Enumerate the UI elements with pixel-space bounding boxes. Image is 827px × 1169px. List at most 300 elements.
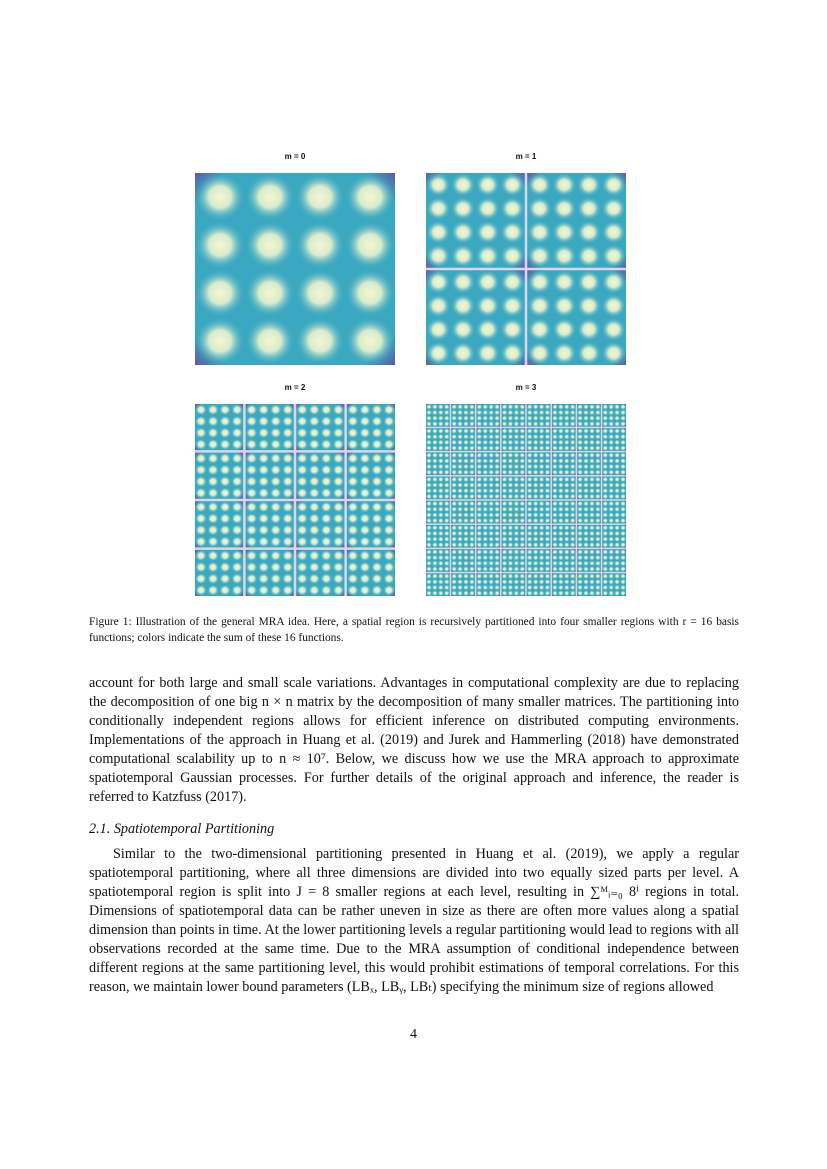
basis-function-blob: [601, 341, 626, 365]
basis-function-blob: [552, 506, 558, 512]
basis-function-blob: [463, 512, 469, 518]
basis-function-blob: [494, 434, 500, 440]
basis-function-blob: [383, 427, 395, 439]
basis-function-blob: [371, 513, 383, 525]
basis-function-blob: [558, 536, 564, 542]
basis-function-blob: [482, 428, 488, 434]
basis-function-blob: [577, 421, 583, 427]
basis-function-blob: [444, 421, 450, 427]
basis-function-blob: [602, 428, 608, 434]
subregion: [246, 550, 294, 596]
basis-function-blob: [308, 573, 320, 585]
basis-function-blob: [258, 453, 270, 465]
basis-function-blob: [527, 525, 533, 531]
basis-function-blob: [219, 453, 231, 465]
basis-function-blob: [494, 404, 500, 410]
basis-function-blob: [527, 482, 533, 488]
basis-function-blob: [500, 341, 525, 365]
subregion: [602, 404, 626, 427]
basis-function-blob: [564, 536, 570, 542]
subregion: [451, 525, 475, 548]
basis-function-blob: [463, 585, 469, 591]
basis-function-blob: [451, 560, 457, 566]
basis-function-blob: [601, 270, 626, 294]
basis-function-blob: [469, 434, 475, 440]
basis-function-blob: [219, 427, 231, 439]
basis-function-blob: [270, 550, 282, 562]
basis-function-blob: [545, 452, 551, 458]
basis-function-blob: [320, 524, 332, 536]
basis-function-blob: [527, 220, 552, 244]
figure-caption: Figure 1: Illustration of the general MRA idea. Here, a spatial region is recursively partitioned into four smaller regions with r = 16 basis functions; colors indicate the sum of these 16 functions.: [89, 616, 739, 644]
basis-function-blob: [246, 573, 258, 585]
basis-function-blob: [595, 518, 601, 524]
basis-function-blob: [513, 421, 519, 427]
basis-function-blob: [219, 501, 231, 513]
basis-function-blob: [488, 549, 494, 555]
basis-function-blob: [296, 453, 308, 465]
basis-function-blob: [583, 566, 589, 572]
basis-function-blob: [457, 501, 463, 507]
basis-function-blob: [589, 536, 595, 542]
basis-function-blob: [545, 512, 551, 518]
basis-function-blob: [527, 415, 533, 421]
basis-function-blob: [545, 410, 551, 416]
basis-function-blob: [371, 427, 383, 439]
basis-function-blob: [533, 404, 539, 410]
basis-function-blob: [564, 531, 570, 537]
basis-function-blob: [545, 549, 551, 555]
basis-function-blob: [463, 579, 469, 585]
basis-function-blob: [476, 531, 482, 537]
basis-function-blob: [564, 560, 570, 566]
basis-function-blob: [444, 415, 450, 421]
basis-function-blob: [595, 415, 601, 421]
basis-function-blob: [552, 488, 558, 494]
basis-function-blob: [476, 440, 482, 446]
basis-function-blob: [332, 513, 344, 525]
basis-function-blob: [432, 512, 438, 518]
basis-function-blob: [564, 518, 570, 524]
basis-function-blob: [589, 434, 595, 440]
basis-function-blob: [482, 440, 488, 446]
basis-function-blob: [620, 590, 626, 596]
basis-function-blob: [602, 445, 608, 451]
basis-function-blob: [494, 415, 500, 421]
subregion: [527, 404, 551, 427]
basis-function-blob: [558, 440, 564, 446]
basis-function-blob: [564, 525, 570, 531]
basis-function-blob: [463, 421, 469, 427]
basis-function-blob: [432, 573, 438, 579]
basis-function-blob: [195, 584, 207, 596]
basis-function-blob: [451, 512, 457, 518]
basis-function-blob: [602, 590, 608, 596]
basis-function-blob: [469, 501, 475, 507]
basis-function-blob: [502, 585, 508, 591]
basis-function-blob: [231, 439, 243, 451]
basis-function-blob: [463, 404, 469, 410]
basis-function-blob: [577, 536, 583, 542]
basis-function-blob: [282, 427, 294, 439]
subregion: [602, 501, 626, 524]
basis-function-blob: [444, 464, 450, 470]
basis-function-blob: [282, 501, 294, 513]
basis-function-blob: [444, 469, 450, 475]
subregion: [451, 428, 475, 451]
basis-function-blob: [444, 488, 450, 494]
basis-function-blob: [533, 590, 539, 596]
basis-function-blob: [482, 434, 488, 440]
basis-function-blob: [595, 458, 601, 464]
basis-function-blob: [207, 501, 219, 513]
basis-function-blob: [614, 525, 620, 531]
basis-function-blob: [494, 531, 500, 537]
basis-function-blob: [432, 452, 438, 458]
basis-function-blob: [519, 452, 525, 458]
basis-function-blob: [583, 488, 589, 494]
basis-function-blob: [620, 445, 626, 451]
basis-function-blob: [527, 410, 533, 416]
basis-function-blob: [519, 428, 525, 434]
basis-function-blob: [601, 197, 626, 221]
basis-function-blob: [246, 584, 258, 596]
basis-function-blob: [463, 477, 469, 483]
basis-function-blob: [258, 439, 270, 451]
basis-function-blob: [469, 585, 475, 591]
basis-function-blob: [614, 579, 620, 585]
basis-function-blob: [476, 518, 482, 524]
basis-function-blob: [552, 501, 558, 507]
basis-function-blob: [488, 482, 494, 488]
basis-function-blob: [552, 512, 558, 518]
basis-function-blob: [482, 477, 488, 483]
basis-function-blob: [308, 513, 320, 525]
basis-function-blob: [507, 421, 513, 427]
basis-function-blob: [332, 476, 344, 488]
basis-function-blob: [475, 270, 500, 294]
basis-function-blob: [608, 512, 614, 518]
basis-function-blob: [614, 494, 620, 500]
basis-function-blob: [527, 573, 533, 579]
basis-function-blob: [589, 421, 595, 427]
basis-function-blob: [527, 434, 533, 440]
basis-function-blob: [519, 410, 525, 416]
subregion: [502, 525, 526, 548]
basis-function-blob: [245, 173, 295, 221]
basis-function-blob: [608, 421, 614, 427]
basis-function-blob: [207, 513, 219, 525]
basis-function-blob: [533, 506, 539, 512]
basis-function-blob: [539, 440, 545, 446]
basis-function-blob: [308, 487, 320, 499]
basis-function-blob: [451, 501, 457, 507]
basis-function-blob: [614, 421, 620, 427]
basis-function-blob: [507, 469, 513, 475]
basis-function-blob: [432, 488, 438, 494]
basis-function-blob: [583, 542, 589, 548]
basis-function-blob: [444, 410, 450, 416]
basis-function-blob: [602, 458, 608, 464]
basis-function-blob: [608, 542, 614, 548]
basis-function-blob: [469, 549, 475, 555]
basis-function-blob: [308, 561, 320, 573]
basis-function-blob: [463, 415, 469, 421]
subregion: [552, 549, 576, 572]
basis-function-blob: [545, 494, 551, 500]
basis-function-blob: [432, 410, 438, 416]
basis-function-blob: [451, 428, 457, 434]
subregion: [602, 452, 626, 475]
basis-function-blob: [558, 452, 564, 458]
basis-function-blob: [577, 445, 583, 451]
basis-function-blob: [564, 404, 570, 410]
basis-function-blob: [602, 506, 608, 512]
basis-function-blob: [270, 573, 282, 585]
basis-function-blob: [513, 434, 519, 440]
basis-function-blob: [595, 477, 601, 483]
basis-function-blob: [438, 560, 444, 566]
basis-function-blob: [383, 416, 395, 428]
basis-function-blob: [476, 482, 482, 488]
basis-function-blob: [502, 452, 508, 458]
basis-function-blob: [482, 404, 488, 410]
mra-panel-level-0: [195, 173, 395, 365]
subregion: [476, 573, 500, 596]
basis-function-blob: [502, 501, 508, 507]
subregion: [602, 477, 626, 500]
basis-function-blob: [552, 445, 558, 451]
basis-function-blob: [231, 404, 243, 416]
basis-function-blob: [570, 410, 576, 416]
basis-function-blob: [539, 579, 545, 585]
basis-function-blob: [614, 573, 620, 579]
basis-function-blob: [296, 439, 308, 451]
basis-function-blob: [527, 494, 533, 500]
basis-function-blob: [577, 555, 583, 561]
basis-function-blob: [482, 458, 488, 464]
basis-function-blob: [552, 518, 558, 524]
basis-function-blob: [308, 584, 320, 596]
basis-function-blob: [570, 488, 576, 494]
basis-function-blob: [620, 512, 626, 518]
basis-function-blob: [527, 270, 552, 294]
basis-function-blob: [296, 404, 308, 416]
basis-function-blob: [444, 477, 450, 483]
basis-function-blob: [558, 579, 564, 585]
basis-function-blob: [564, 590, 570, 596]
basis-function-blob: [502, 549, 508, 555]
basis-function-blob: [308, 453, 320, 465]
basis-function-blob: [475, 220, 500, 244]
basis-function-blob: [488, 566, 494, 572]
basis-function-blob: [545, 477, 551, 483]
basis-function-blob: [246, 416, 258, 428]
basis-function-blob: [577, 518, 583, 524]
basis-function-blob: [583, 536, 589, 542]
basis-function-blob: [513, 518, 519, 524]
basis-function-blob: [476, 549, 482, 555]
basis-function-blob: [308, 404, 320, 416]
basis-function-blob: [246, 404, 258, 416]
basis-function-blob: [371, 561, 383, 573]
basis-function-blob: [347, 524, 359, 536]
basis-function-blob: [494, 506, 500, 512]
basis-function-blob: [426, 512, 432, 518]
basis-function-blob: [482, 531, 488, 537]
basis-function-blob: [444, 549, 450, 555]
basis-function-blob: [552, 294, 577, 318]
basis-function-blob: [482, 464, 488, 470]
mra-panel-svg: [426, 404, 626, 596]
basis-function-blob: [500, 294, 525, 318]
basis-function-blob: [513, 452, 519, 458]
basis-function-blob: [552, 469, 558, 475]
basis-function-blob: [426, 421, 432, 427]
basis-function-blob: [608, 404, 614, 410]
basis-function-blob: [482, 469, 488, 475]
basis-function-blob: [583, 525, 589, 531]
basis-function-blob: [457, 494, 463, 500]
basis-function-blob: [383, 439, 395, 451]
basis-function-blob: [476, 536, 482, 542]
basis-function-blob: [589, 573, 595, 579]
subregion: [552, 452, 576, 475]
basis-function-blob: [469, 452, 475, 458]
basis-function-blob: [383, 513, 395, 525]
basis-function-blob: [570, 536, 576, 542]
basis-function-blob: [589, 549, 595, 555]
basis-function-blob: [488, 434, 494, 440]
basis-function-blob: [282, 464, 294, 476]
basis-function-blob: [432, 506, 438, 512]
basis-function-blob: [595, 560, 601, 566]
basis-function-blob: [488, 590, 494, 596]
basis-function-blob: [533, 512, 539, 518]
basis-function-blob: [383, 536, 395, 548]
subregion: [426, 173, 525, 268]
basis-function-blob: [438, 542, 444, 548]
basis-function-blob: [601, 173, 626, 197]
basis-function-blob: [451, 445, 457, 451]
basis-function-blob: [533, 518, 539, 524]
basis-function-blob: [320, 439, 332, 451]
subregion: [426, 573, 450, 596]
basis-function-blob: [564, 501, 570, 507]
basis-function-blob: [320, 550, 332, 562]
basis-function-blob: [608, 536, 614, 542]
basis-function-blob: [426, 542, 432, 548]
basis-function-blob: [564, 464, 570, 470]
basis-function-blob: [457, 585, 463, 591]
basis-function-blob: [457, 531, 463, 537]
basis-function-blob: [457, 404, 463, 410]
basis-function-blob: [602, 518, 608, 524]
basis-function-blob: [527, 549, 533, 555]
basis-function-blob: [476, 488, 482, 494]
basis-function-blob: [577, 525, 583, 531]
basis-function-blob: [620, 404, 626, 410]
basis-function-blob: [494, 482, 500, 488]
basis-function-blob: [545, 566, 551, 572]
basis-function-blob: [457, 482, 463, 488]
basis-function-blob: [533, 525, 539, 531]
basis-function-blob: [488, 573, 494, 579]
basis-function-blob: [519, 482, 525, 488]
basis-function-blob: [589, 464, 595, 470]
subregion: [195, 173, 395, 365]
basis-function-blob: [552, 173, 577, 197]
basis-function-blob: [457, 421, 463, 427]
basis-function-blob: [371, 439, 383, 451]
basis-function-blob: [614, 488, 620, 494]
basis-function-blob: [602, 501, 608, 507]
basis-function-blob: [345, 317, 395, 365]
basis-function-blob: [527, 566, 533, 572]
basis-function-blob: [533, 434, 539, 440]
basis-function-blob: [564, 585, 570, 591]
basis-function-blob: [570, 469, 576, 475]
basis-function-blob: [614, 415, 620, 421]
subregion: [502, 404, 526, 427]
basis-function-blob: [519, 560, 525, 566]
basis-function-blob: [507, 452, 513, 458]
basis-function-blob: [426, 428, 432, 434]
basis-function-blob: [219, 524, 231, 536]
basis-function-blob: [564, 512, 570, 518]
basis-function-blob: [432, 458, 438, 464]
basis-function-blob: [494, 542, 500, 548]
basis-function-blob: [577, 464, 583, 470]
basis-function-blob: [519, 421, 525, 427]
basis-function-blob: [583, 494, 589, 500]
basis-function-blob: [545, 421, 551, 427]
basis-function-blob: [513, 469, 519, 475]
basis-function-blob: [527, 464, 533, 470]
basis-function-blob: [457, 415, 463, 421]
basis-function-blob: [451, 415, 457, 421]
subregion: [195, 453, 243, 499]
basis-function-blob: [539, 434, 545, 440]
basis-function-blob: [589, 488, 595, 494]
basis-function-blob: [507, 410, 513, 416]
basis-function-blob: [608, 482, 614, 488]
basis-function-blob: [552, 555, 558, 561]
basis-function-blob: [533, 566, 539, 572]
basis-function-blob: [347, 501, 359, 513]
basis-function-blob: [463, 566, 469, 572]
subregion: [246, 453, 294, 499]
basis-function-blob: [295, 173, 345, 221]
basis-function-blob: [577, 428, 583, 434]
basis-function-blob: [469, 440, 475, 446]
basis-function-blob: [494, 464, 500, 470]
basis-function-blob: [195, 317, 245, 365]
basis-function-blob: [426, 501, 432, 507]
subregion: [527, 573, 551, 596]
basis-function-blob: [502, 506, 508, 512]
basis-function-blob: [207, 584, 219, 596]
basis-function-blob: [564, 488, 570, 494]
basis-function-blob: [545, 464, 551, 470]
basis-function-blob: [595, 542, 601, 548]
basis-function-blob: [558, 501, 564, 507]
basis-function-blob: [558, 549, 564, 555]
basis-function-blob: [282, 416, 294, 428]
basis-function-blob: [320, 573, 332, 585]
basis-function-blob: [457, 525, 463, 531]
basis-function-blob: [347, 536, 359, 548]
